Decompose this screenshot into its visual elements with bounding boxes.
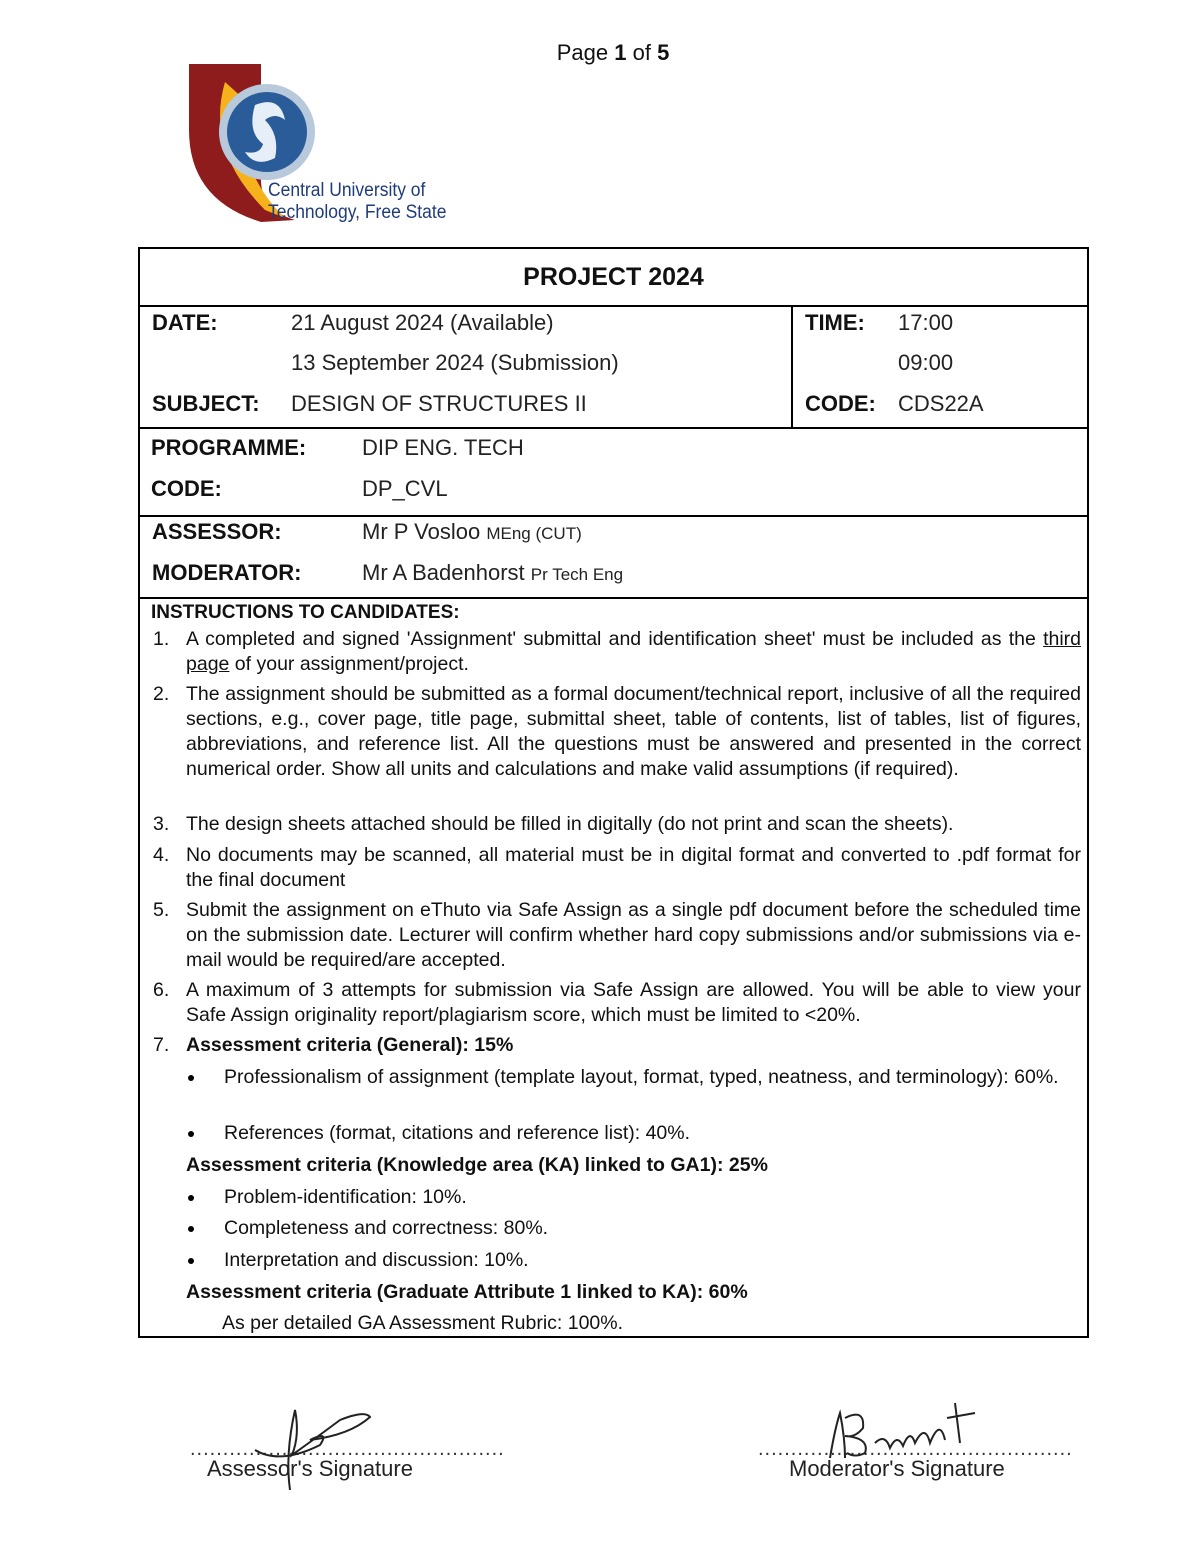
programme-code-value: DP_CVL <box>362 476 448 501</box>
instruction-text: Submit the assignment on eThuto via Safe Assign as a single pdf document before the scheduled time on the submission date. Lecturer will confirm whether hard copy submissions and/or submissions via e-mail would be required/are accepted. <box>186 899 1081 971</box>
assessor-signature-label: Assessor's Signature <box>207 1456 413 1481</box>
bullet-text: Professionalism of assignment (template layout, format, typed, neatness, and terminology): 60%. <box>224 1066 1059 1088</box>
bullet-text: References (format, citations and reference list): 40%. <box>224 1122 691 1144</box>
programme-code-label: CODE: <box>151 476 222 501</box>
instruction-text: The assignment should be submitted as a formal document/technical report, inclusive of all the required sections, e.g., cover page, title page, submittal sheet, table of contents, list of tables, list of figures, abbreviations, and reference list. All the questions must be answered and presented in the correct numerical order. Show all units and calculations and make valid assumptions (if required). <box>186 683 1081 780</box>
date-label: DATE: <box>152 310 218 335</box>
assessor-signature-line: ................................................ <box>190 1438 505 1460</box>
instruction-text: The design sheets attached should be filled in digitally (do not print and scan the sheets). <box>186 813 954 835</box>
programme-row <box>140 429 1087 517</box>
subject-value: DESIGN OF STRUCTURES II <box>291 391 587 416</box>
assessment-ka-heading: Assessment criteria (Knowledge area (KA) linked to GA1): 25% <box>186 1154 768 1176</box>
project-title: PROJECT 2024 <box>523 263 704 291</box>
instruction-number: 1. <box>153 628 170 650</box>
code-label: CODE: <box>805 391 876 416</box>
moderator-name: Mr A Badenhorst <box>362 560 525 585</box>
logo-text <box>268 180 446 224</box>
page-number <box>0 40 1200 66</box>
page-of: of <box>632 40 651 65</box>
bullet-text: Completeness and correctness: 80%. <box>224 1217 549 1239</box>
column-divider <box>791 307 793 427</box>
moderator-signature-label: Moderator's Signature <box>789 1456 1005 1481</box>
instruction-1-post: of your assignment/project. <box>229 653 469 675</box>
instruction-text: No documents may be scanned, all material must be in digital format and converted to .pdf format for the final document <box>186 844 1081 891</box>
logo-line-2: Technology, Free State <box>268 202 447 223</box>
assessor-value <box>362 519 582 545</box>
date-available: 21 August 2024 (Available) <box>291 310 554 335</box>
assessment-ga-text: As per detailed GA Assessment Rubric: 100%. <box>222 1312 624 1334</box>
instruction-1-pre: A completed and signed 'Assignment' submittal and identification sheet' must be included as the <box>186 628 1044 650</box>
instruction-number: 3. <box>153 813 170 835</box>
programme-value: DIP ENG. TECH <box>362 435 524 460</box>
page-total: 5 <box>657 40 670 65</box>
instruction-number: 5. <box>153 899 170 921</box>
bullet-dot <box>188 1195 194 1201</box>
moderator-value <box>362 560 623 586</box>
assessor-row <box>140 517 1087 599</box>
page-current: 1 <box>614 40 627 65</box>
bullet-dot <box>188 1258 194 1264</box>
instruction-text <box>186 627 1081 677</box>
bullet-dot <box>188 1131 194 1137</box>
assessor-qualification: MEng (CUT) <box>486 524 582 543</box>
assessor-label: ASSESSOR: <box>152 519 282 544</box>
page-label: Page <box>556 40 609 65</box>
instruction-text: A maximum of 3 attempts for submission via Safe Assign are allowed. You will be able to view your Safe Assign originality report/plagiarism score, which must be limited to <20%. <box>186 979 1081 1026</box>
bullet-text: Problem-identification: 10%. <box>224 1186 467 1208</box>
assessment-ga-heading: Assessment criteria (Graduate Attribute 1 linked to KA): 60% <box>186 1281 748 1303</box>
bullet-dot <box>188 1226 194 1232</box>
instruction-number: 4. <box>153 844 170 866</box>
moderator-qualification: Pr Tech Eng <box>530 565 624 584</box>
bullet-dot <box>188 1075 194 1081</box>
assessment-general-heading: Assessment criteria (General): 15% <box>186 1034 514 1056</box>
time-available: 17:00 <box>898 310 954 335</box>
date-subject-row <box>140 307 1087 429</box>
code-value: CDS22A <box>898 391 984 416</box>
logo-line-1: Central University of <box>268 180 426 201</box>
instruction-number: 7. <box>153 1034 170 1056</box>
moderator-signature-line: ................................................ <box>758 1438 1073 1460</box>
instruction-number: 2. <box>153 683 170 705</box>
instructions-title: INSTRUCTIONS TO CANDIDATES: <box>151 602 460 623</box>
bullet-text: Interpretation and discussion: 10%. <box>224 1249 529 1271</box>
programme-label: PROGRAMME: <box>151 435 307 460</box>
title-row <box>140 249 1087 307</box>
time-submission: 09:00 <box>898 350 954 375</box>
subject-label: SUBJECT: <box>152 391 260 416</box>
instruction-number: 6. <box>153 979 170 1001</box>
time-label: TIME: <box>805 310 865 335</box>
instruction-1-underlined: third page <box>186 628 1081 675</box>
assessor-name: Mr P Vosloo <box>362 519 481 544</box>
moderator-label: MODERATOR: <box>152 560 302 585</box>
date-submission: 13 September 2024 (Submission) <box>291 350 619 375</box>
project-info-table <box>138 247 1089 1338</box>
